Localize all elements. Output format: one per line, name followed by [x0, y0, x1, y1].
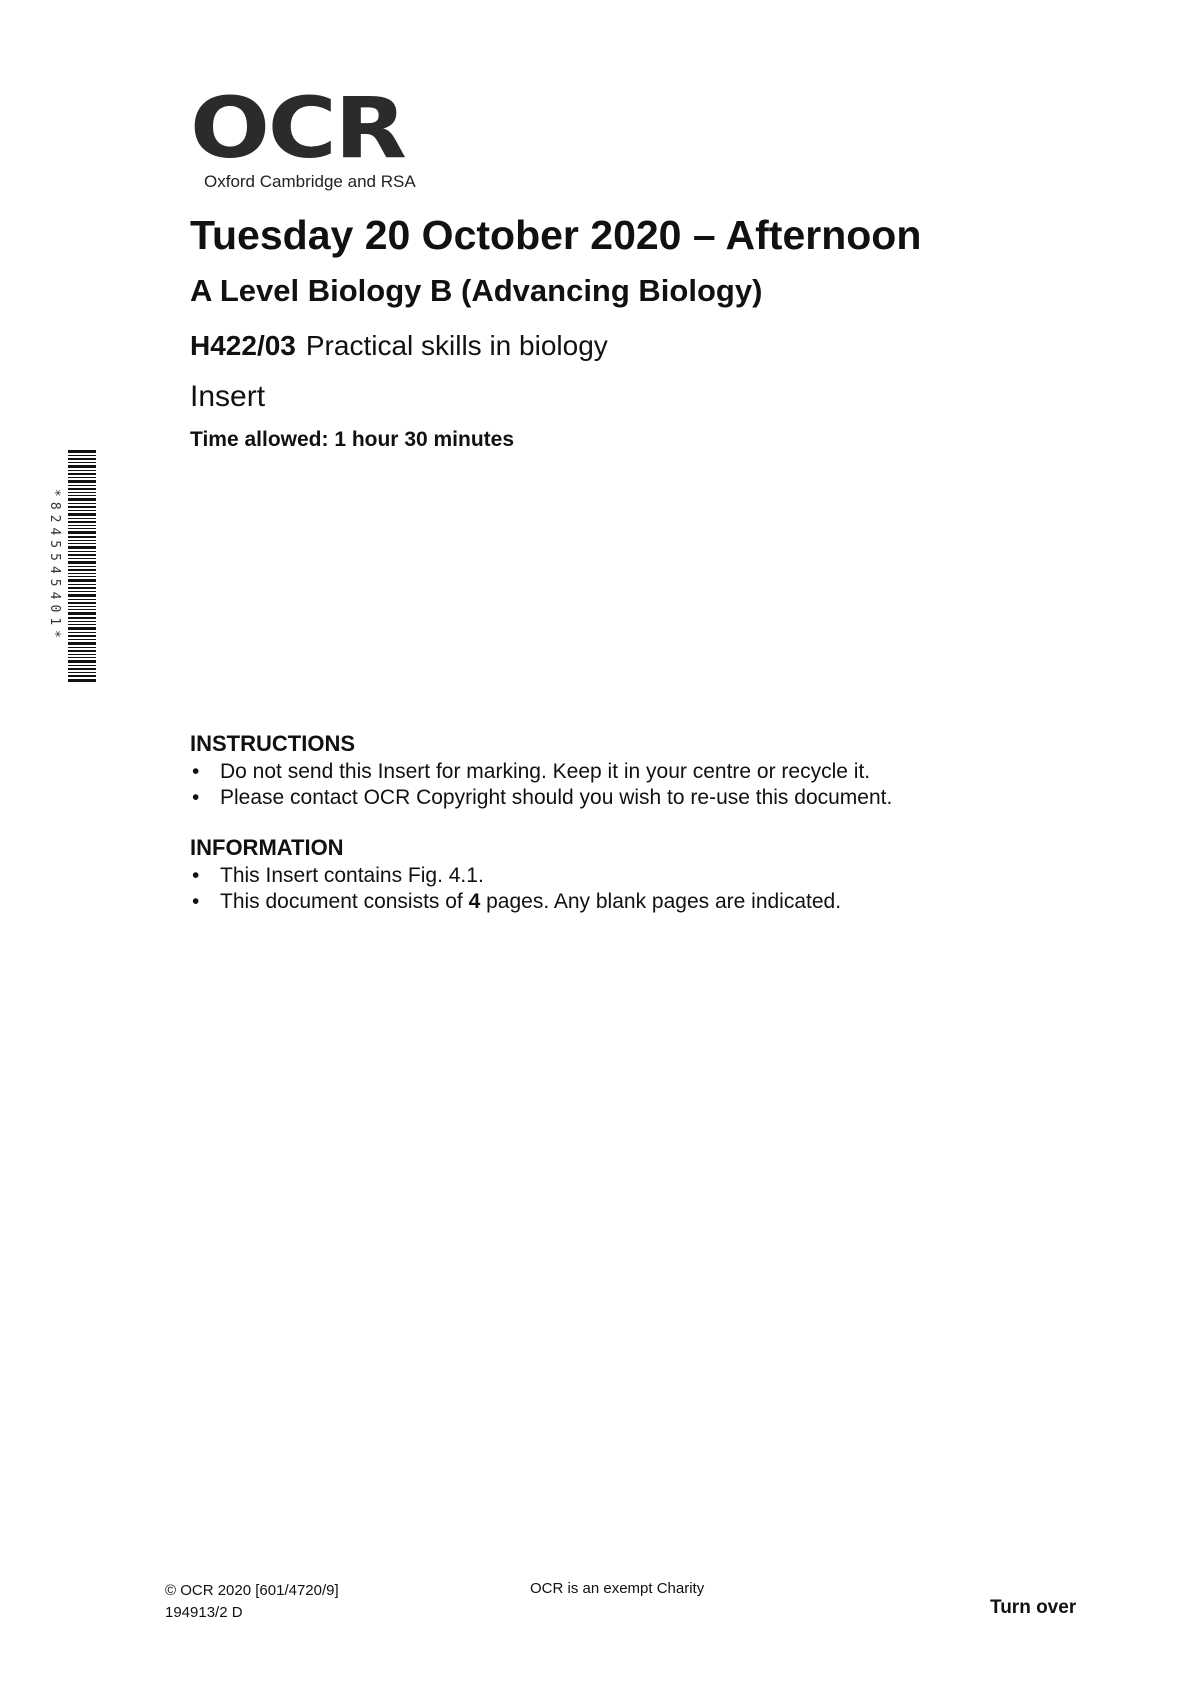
job-code: 194913/2 D: [165, 1604, 243, 1621]
instructions-section: [190, 731, 1090, 811]
page-count: 4: [468, 890, 481, 913]
list-item: [190, 759, 1090, 785]
bullet-icon: •: [192, 760, 200, 783]
instructions-list: [190, 759, 1090, 811]
exam-date: Tuesday 20 October 2020 – Afternoon: [190, 212, 922, 258]
document-type: Insert: [190, 380, 266, 413]
copyright-line: © OCR 2020 [601/4720/9]: [165, 1582, 339, 1599]
list-item: [190, 863, 1090, 889]
information-text: This Insert contains Fig. 4.1.: [220, 864, 484, 887]
qualification-title: A Level Biology B (Advancing Biology): [190, 273, 763, 308]
barcode: [40, 450, 100, 682]
bullet-icon: •: [192, 890, 200, 913]
logo-mark: OCR: [190, 79, 405, 177]
information-list: [190, 863, 1090, 915]
information-heading: INFORMATION: [190, 835, 344, 860]
bullet-icon: •: [192, 786, 200, 809]
bullet-icon: •: [192, 864, 200, 887]
ocr-logo: [190, 79, 450, 192]
barcode-bars: [68, 450, 96, 682]
paper-code: H422/03: [190, 330, 296, 361]
barcode-digits: *8245545401*: [47, 489, 62, 643]
turn-over-label: Turn over: [990, 1597, 1077, 1618]
list-item: [190, 889, 1090, 915]
instruction-text: Do not send this Insert for marking. Keep it in your centre or recycle it.: [220, 760, 871, 783]
charity-note: OCR is an exempt Charity: [530, 1580, 705, 1597]
information-text-pre: This document consists of: [220, 890, 469, 913]
paper-title: Practical skills in biology: [305, 330, 608, 361]
logo-subtitle: Oxford Cambridge and RSA: [204, 172, 416, 191]
time-allowed: Time allowed: 1 hour 30 minutes: [190, 428, 515, 451]
list-item: [190, 785, 1090, 811]
instruction-text: Please contact OCR Copyright should you wish to re-use this document.: [220, 786, 893, 809]
information-text-post: pages. Any blank pages are indicated.: [480, 890, 842, 913]
footer-left: [165, 1580, 339, 1624]
information-section: [190, 835, 1090, 915]
instructions-heading: INSTRUCTIONS: [190, 731, 355, 756]
paper-code-line: [190, 330, 608, 362]
